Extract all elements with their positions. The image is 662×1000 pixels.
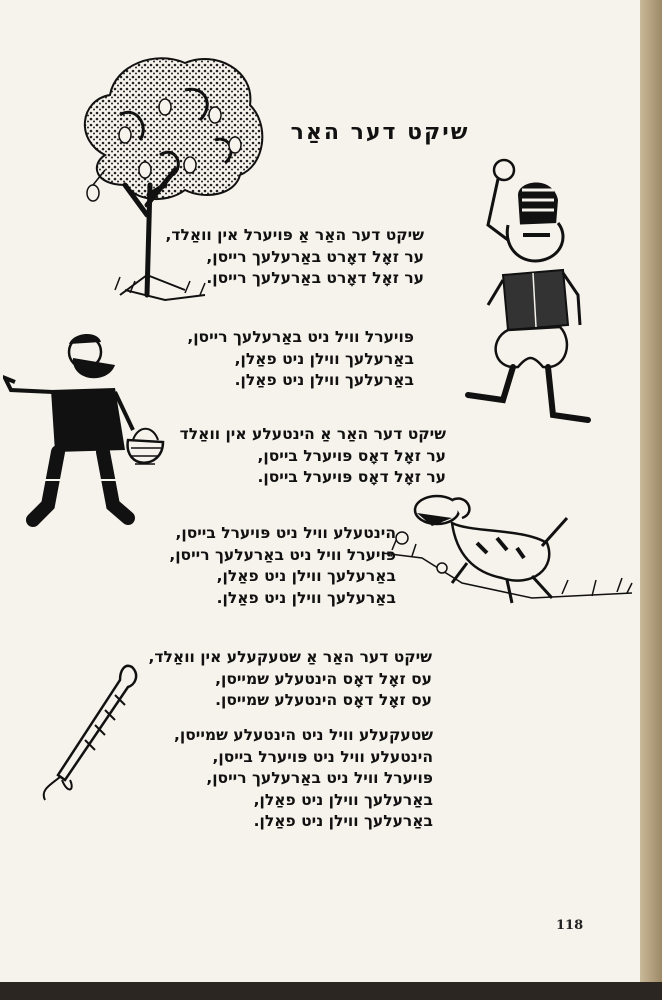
stanza [169, 523, 396, 609]
verse-line: שיקט דער האַר אַ הינטעלע אין וואַלד [179, 425, 446, 443]
page-title: שיקט דער האַר [290, 120, 470, 145]
dog-icon [382, 488, 637, 613]
verse-line: באַרעלעך ווילן ניט פאַלן, [216, 567, 396, 585]
verse-line: הינטעלע וויל ניט פּויערל בייסן, [212, 747, 433, 766]
background-edge [0, 982, 662, 1000]
policeman-icon [448, 155, 598, 435]
verse-line: עס זאָל דאָס הינטעלע שמייסן, [215, 669, 432, 688]
verse-line: פּויערל וויל ניט באַרעלעך רייסן, [169, 545, 396, 564]
verse-line: שיקט דער האַר אַ שטעקעלע אין וואַלד, [148, 648, 432, 666]
verse-line: הינטעלע וויל ניט פּויערל בייסן, [175, 524, 396, 542]
verse-line: ער זאָל דאָרט באַרעלעך רייסן, [206, 247, 424, 266]
verse-line: באַרעלעך ווילן ניט פאַלן. [234, 371, 414, 389]
verse-line: באַרעלעך ווילן ניט פאַלן, [234, 349, 414, 368]
verse-line: ער זאָל דאָס פּויערל בייסן, [257, 446, 446, 465]
verse-line: באַרעלעך ווילן ניט פאַלן, [253, 790, 433, 809]
verse-line: באַרעלעך ווילן ניט פאַלן. [253, 812, 433, 830]
verse-line: שטעקעלע וויל ניט הינטעלע שמייסן, [174, 726, 433, 744]
verse-line: שיקט דער האַר אַ פּויערל אין וואַלד, [165, 226, 424, 244]
stanza [149, 647, 432, 712]
stanza [174, 725, 433, 833]
stanza [165, 225, 424, 290]
verse-line: ער זאָל דאָרט באַרעלעך רייסן. [206, 269, 424, 287]
verse-line: עס זאָל דאָס הינטעלע שמייסן. [215, 691, 432, 709]
book-binding [640, 0, 662, 1000]
stanza [187, 327, 414, 392]
verse-line: ער זאָל דאָס פּויערל בייסן. [257, 468, 446, 486]
verse-line: באַרעלעך ווילן ניט פאַלן. [216, 588, 396, 607]
verse-line: פּויערל וויל ניט באַרעלעך רייסן, [187, 328, 414, 346]
verse-line: פּויערל וויל ניט באַרעלעך רייסן, [206, 769, 433, 787]
stick-icon [40, 655, 145, 805]
stanza [180, 424, 446, 489]
page-number: 118 [556, 918, 584, 933]
peasant-icon [3, 330, 173, 535]
